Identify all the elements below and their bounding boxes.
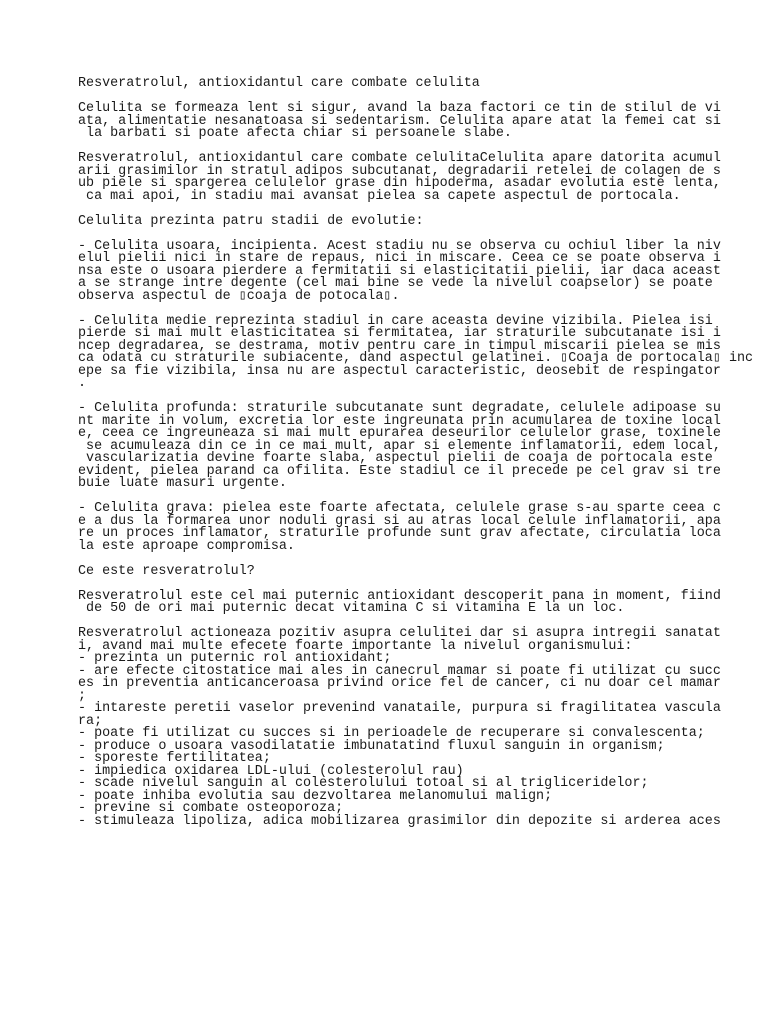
text-line: ub piele si spargerea celulelor grase din hipoderma, asadar evolutia este lenta, — [78, 176, 721, 191]
text-line: ncep degradarea, se destrama, motiv pentru care in timpul miscarii pielea se mis — [78, 338, 721, 354]
text-line: - Celulita profunda: straturile subcutanate sunt degradate, celulele adipoase su — [78, 401, 721, 416]
text-line: arii grasimilor in stratul adipos subcutanat, degradarii retelei de colagen de s — [78, 163, 721, 179]
text-line: Resveratrolul, antioxidantul care combate celulita — [78, 76, 480, 91]
text-line: - impiedica oxidarea LDL-ului (colesterolul rau) — [78, 763, 464, 779]
text-line: i, avand mai multe efecete foarte importante la nivelul organismului: — [78, 638, 633, 654]
text-line: ca mai apoi, in stadiu mai avansat pielea sa capete aspectul de portocala. — [78, 188, 681, 204]
text-line: ; — [78, 688, 87, 704]
text-line: la este aproape compromisa. — [78, 538, 295, 554]
text-line: ca odata cu straturile subiacente, dand aspectul gelatinei. ▯Coaja de portocala▯ inc — [78, 351, 754, 366]
text-line: - stimuleaza lipoliza, adica mobilizarea grasimilor din depozite si arderea aces — [78, 813, 721, 829]
text-line: e, ceea ce ingreuneaza si mai mult epurarea deseurilor celulelor grase, toxinele — [78, 426, 721, 441]
text-line: re un proces inflamator, straturile profunde sunt grav afectate, circulatia loca — [78, 526, 721, 541]
text-line: pierde si mai mult elasticitatea si fermitatea, iar straturile subcutanate isi i — [78, 326, 721, 341]
text-line: nsa este o usoara pierdere a fermitatii si elasticitatii pielii, iar daca aceast — [78, 263, 721, 279]
text-line: epe sa fie vizibila, insa nu are aspectul caracteristic, deosebit de respingator — [78, 363, 721, 379]
text-line: Celulita se formeaza lent si sigur, avand la baza factori ce tin de stilul de vi — [78, 101, 721, 116]
text-line: - prezinta un puternic rol antioxidant; — [78, 651, 392, 666]
text-line: - produce o usoara vasodilatatie imbunatatind fluxul sanguin in organism; — [78, 738, 665, 754]
text-line: es in preventia anticanceroasa privind orice fel de cancer, ci nu doar cel mamar — [78, 676, 721, 691]
text-line: evident, pielea parand ca ofilita. Este stadiul ce il precede pe cel grav si tre — [78, 463, 721, 479]
text-line: de 50 de ori mai puternic decat vitamina C si vitamina E la un loc. — [78, 601, 625, 616]
text-line: se acumuleaza din ce in ce mai mult, apar si elemente inflamatorii, edem local, — [78, 438, 721, 454]
text-line: - poate fi utilizat cu succes si in perioadele de recuperare si convalescenta; — [78, 726, 705, 741]
text-line: nt marite in volum, excretia lor este ingreunata prin acumularea de toxine local — [78, 413, 721, 429]
text-line: - intareste peretii vaselor prevenind vanataile, purpura si fragilitatea vascula — [78, 701, 721, 716]
text-line: vascularizatia devine foarte slaba, aspectul pielii de coaja de portocala este — [78, 451, 713, 466]
text-line: - poate inhiba evolutia sau dezvoltarea melanomului malign; — [78, 788, 553, 804]
text-line: - Celulita usoara, incipienta. Acest stadiu nu se observa cu ochiul liber la niv — [78, 238, 721, 254]
text-line: Resveratrolul actioneaza pozitiv asupra celulitei dar si asupra intregii sanatat — [78, 626, 721, 641]
text-line: - Celulita grava: pielea este foarte afectata, celulele grase s-au sparte ceea c — [78, 501, 721, 516]
text-line: - sporeste fertilitatea; — [78, 751, 271, 766]
text-line: e a dus la formarea unor noduli grasi si au atras local celule inflamatorii, apa — [78, 513, 721, 529]
text-line: ra; — [78, 713, 103, 729]
text-line: Resveratrolul este cel mai puternic antioxidant descoperit pana in moment, fiind — [78, 588, 721, 604]
text-line: ata, alimentatie nesanatoasa si sedentarism. Celulita apare atat la femei cat si — [78, 113, 721, 129]
document-page — [78, 78, 758, 828]
text-line: la barbati si poate afecta chiar si persoanele slabe. — [78, 126, 512, 141]
text-line: elul pielii nici in stare de repaus, nici in miscare. Ceea ce se poate observa i — [78, 251, 721, 266]
text-line: - Celulita medie reprezinta stadiul in care aceasta devine vizibila. Pielea isi — [78, 313, 713, 329]
text-line: Ce este resveratrolul? — [78, 563, 255, 579]
text-line: - scade nivelul sanguin al colesterolului totoal si al trigliceridelor; — [78, 776, 649, 791]
text-line: observa aspectul de ▯coaja de potocala▯. — [78, 288, 400, 304]
text-line: . — [78, 376, 87, 391]
text-line: - previne si combate osteoporoza; — [78, 801, 344, 816]
text-line: buie luate masuri urgente. — [78, 476, 287, 491]
text-line: a se strange intre degente (cel mai bine se vede la nivelul coapselor) se poate — [78, 276, 713, 291]
text-line: - are efecte citostatice mai ales in canecrul mamar si poate fi utilizat cu succ — [78, 663, 721, 679]
text-line: Celulita prezinta patru stadii de evolutie: — [78, 213, 424, 229]
text-line: Resveratrolul, antioxidantul care combate celulitaCelulita apare datorita acumul — [78, 151, 721, 166]
